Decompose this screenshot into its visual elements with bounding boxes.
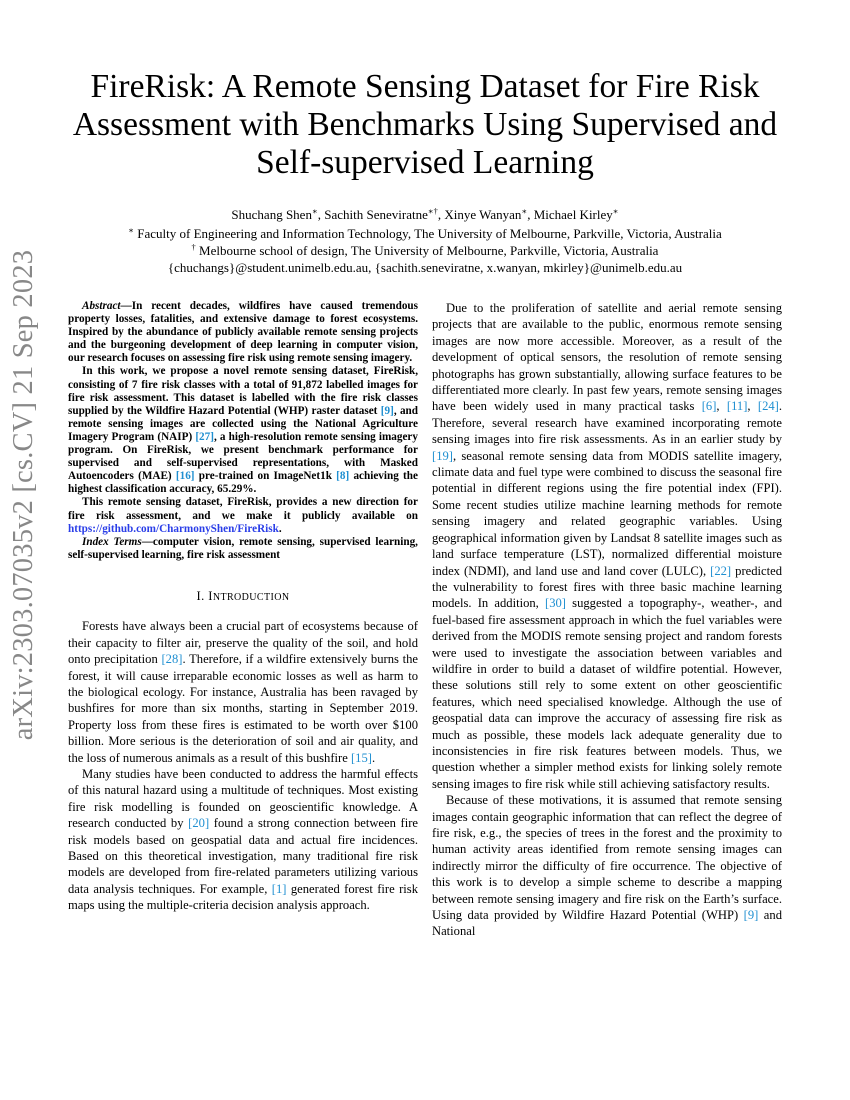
author-emails: {chuchangs}@student.unimelb.edu.au, {sachith.seneviratne, x.wanyan, mkirley}@unimelb.edu.au — [167, 260, 683, 275]
abstract-paragraph: In this work, we propose a novel remote sensing dataset, FireRisk, consisting of 7 fire risk classes with a total of 91,872 labelled images for fire risk assessment. This dataset is labelled with the fire risk classes supplied by the Wildfire Hazard Potential (WHP) raster dataset [9], and remote sensing images are collected using the National Agriculture Imagery Program (NAIP) [27], a high-resolution remote sensing imagery program. On FireRisk, we present benchmark performance for supervised and self-supervised representations, with Masked Autoencoders (MAE) [16] pre-trained on ImageNet1k [8] achieving the highest classification accuracy, 65.29%. — [68, 365, 419, 496]
author-name: Xinye Wanyan — [444, 207, 522, 222]
citation-link[interactable]: [28] — [161, 652, 183, 667]
abstract-label: Abstract — [82, 300, 121, 312]
affiliation-faculty: ∗ Faculty of Engineering and Information Technology, The University of Melbourne, Parkville, Victoria, Australia — [128, 225, 722, 241]
citation-link[interactable]: [8] — [336, 470, 350, 483]
arxiv-watermark — [2, 249, 46, 741]
body-paragraph: Because of these motivations, it is assumed that remote sensing images contain geographic information that can reflect the degree of fire risk, e.g., the species of trees in the forest and the proximity to human activity areas identified from remote sensing images can indirectly mirror the difficulty of fire occurrence. The objective of this work is to develop a simple scheme to describe a mapping between remote sensing imagery and fire risk on the Earth’s surface. Using data provided by Wildfire Hazard Potential (WHP) [9] and National — [432, 793, 782, 939]
citation-link[interactable]: [20] — [188, 816, 210, 831]
body-paragraph: Forests have always been a crucial part of ecosystems because of their capacity to filter air, preserve the quality of the soil, and hold onto precipitation [28]. Therefore, if a wildfire extensively burns the forest, it will cause irreparable economic losses as well as harm to the biological ecology. For instance, Australia has been ravaged by bushfires for more than six months, starting in September 2019. Property loss from these fires is estimated to be worth over $100 billion. More serious is the deterioration of soil and air quality, and the loss of numerous animals as a result of this bushfire [15]. — [68, 619, 418, 765]
citation-link[interactable]: [27] — [195, 430, 214, 443]
citation-link[interactable]: [30] — [545, 596, 566, 611]
index-terms: Index Terms—computer vision, remote sensing, supervised learning, self-supervised learning, fire risk assessment — [68, 535, 418, 561]
paper-title: FireRisk: A Remote Sensing Dataset for Fire Risk Assessment with Benchmarks Using Supervised and Self-supervised Learning — [72, 68, 778, 181]
body-paragraph: Due to the proliferation of satellite and aerial remote sensing projects that are available to the public, enormous remote sensing images are now more accessible. Moreover, as a result of the development of optical sensors, the resolution of remote sensing photographs has grown substantially, allowing surface features to be differentiated more clearly. In past few years, remote sensing images have been widely used in many practical tasks [6], [11], [24]. Therefore, several research have examined incorporating remote sensing images into fire risk assessments. As in an earlier study by [19], seasonal remote sensing data from MODIS satellite imagery, climate data and fuel type were combined to discuss the seasonal fire potential in different regions using the fire potential index (FPI). Some recent studies utilize machine learning methods for remote sensing imagery and related geographic variables. Using geographical information given by Landsat 8 satellite images such as land surface temperature (LST), normalized differential moisture index (NDMI), and land use and land cover (LULC), [22] predicted the vulnerability to forest fires with three basic machine learning models. In addition, [30] suggested a topography-, weather-, and fuel-based fire assessment approach in which the fuel variables were derived from the MODIS remote sensing project and random forests were used to investigate the association between variables and wildfire in order to build a dataset of wildfire potential. However, these solutions still rely to some extent on other geoscientific features, which need specialised knowledge. Although the use of geospatial data can improve the accuracy of assessing fire risk as much as possible, these models lack adequate generality due to inconsistencies in fire risk features between models. Thus, we question whether a simpler method exists for linking solely remote sensing images to fire risk while still achieving satisfactory results. — [432, 301, 783, 791]
abstract — [68, 300, 418, 562]
citation-link[interactable]: [1] — [271, 881, 287, 896]
github-link[interactable]: https://github.com/CharmonyShen/FireRisk — [68, 522, 279, 535]
abstract-paragraph: Abstract—In recent decades, wildfires have caused tremendous property losses, fatalities, and extensive damage to forest ecosystems. Inspired by the abundance of publicly available remote sensing projects and the burgeoning development of deep learning in computer vision, our research focuses on assessing fire risk using remote sensing imagery. — [68, 300, 418, 365]
citation-link[interactable]: [16] — [175, 470, 195, 483]
citation-link[interactable]: [15] — [350, 750, 372, 765]
author-name: Sachith Seneviratne — [324, 207, 428, 222]
index-terms-label: Index Terms — [82, 535, 142, 548]
left-column — [68, 300, 418, 914]
citation-link[interactable]: [19] — [432, 448, 453, 463]
citation-link[interactable]: [6] — [701, 399, 717, 414]
citation-link[interactable]: [9] — [743, 908, 759, 923]
author-list: Shuchang Shen∗, Sachith Seneviratne∗†, Xinye Wanyan∗, Michael Kirley∗ — [231, 206, 619, 222]
section-heading-introduction: I. INTRODUCTION — [196, 588, 290, 603]
author-name: Shuchang Shen — [231, 207, 312, 222]
arxiv-id: arXiv:2303.07035v2 [cs.CV] 21 Sep 2023 — [8, 249, 40, 741]
citation-link[interactable]: [9] — [380, 404, 394, 417]
author-name: Michael Kirley — [533, 207, 613, 222]
body-paragraph: Many studies have been conducted to address the harmful effects of this natural hazard using a multitude of techniques. Most existing fire risk modelling is founded on geoscientific knowledge. A research conducted by [20] found a strong connection between fire risk models based on geospatial data and actual fire incidences. Based on this theoretical investigation, many traditional fire risk models are developed from fire-related parameters utilizing various data analysis techniques. For example, [1] generated forest fire risk maps using the multiple-criteria decision analysis approach. — [68, 766, 418, 913]
right-column — [432, 300, 782, 940]
citation-link[interactable]: [11] — [726, 399, 748, 414]
abstract-paragraph: This remote sensing dataset, FireRisk, provides a new direction for fire risk assessment, and we make it publicly available on https://github.com/CharmonyShen/FireRisk. — [68, 496, 418, 535]
citation-link[interactable]: [24] — [757, 399, 779, 414]
affiliation-design: † Melbourne school of design, The University of Melbourne, Parkville, Victoria, Australia — [191, 242, 659, 258]
citation-link[interactable]: [22] — [710, 563, 732, 578]
